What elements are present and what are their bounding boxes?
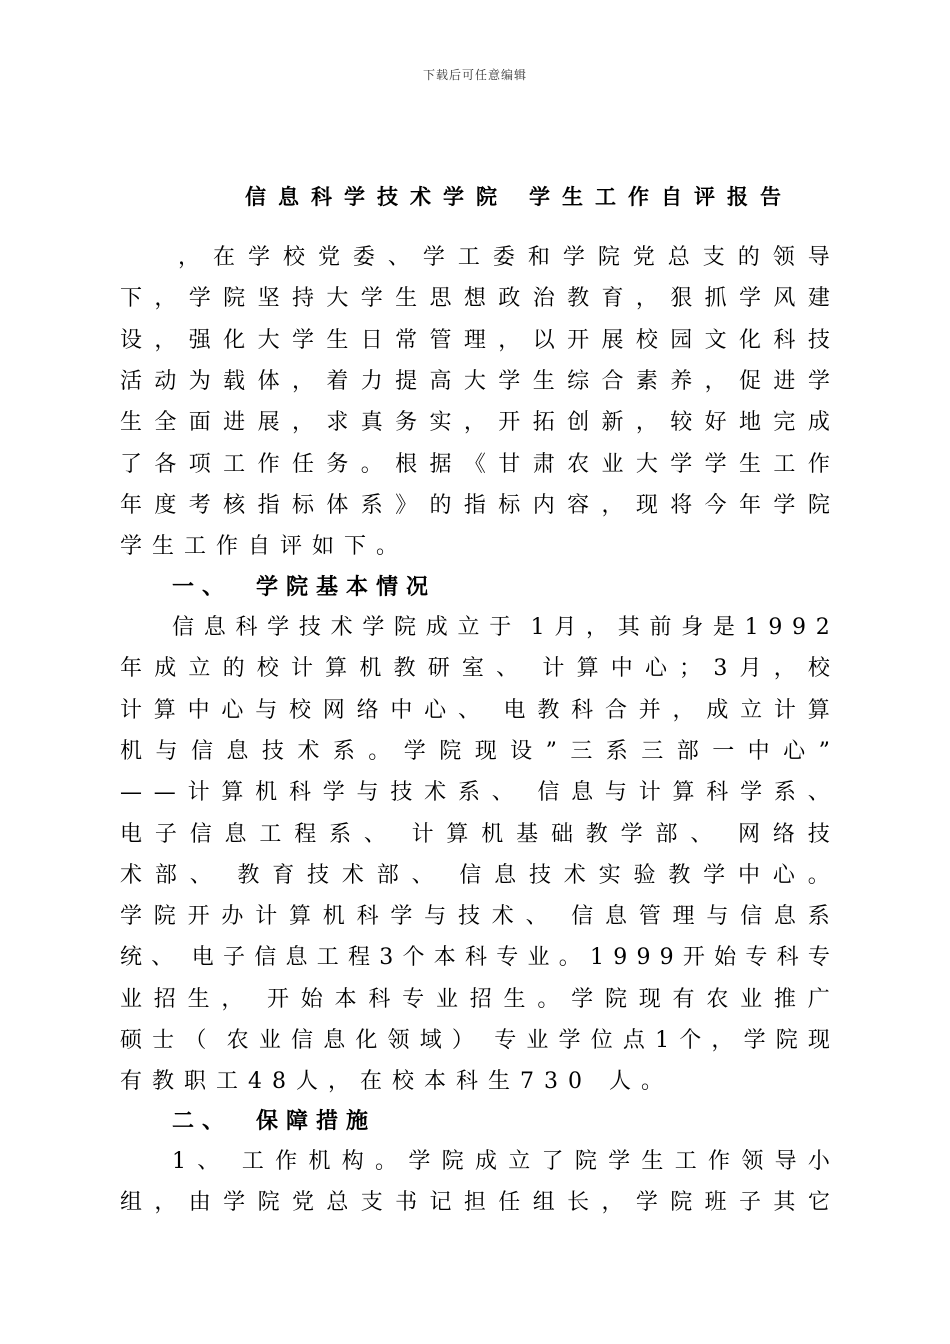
- paragraph-line: 年 成 立 的 校 计 算 机 教 研 室 、 计 算 中 心 ； 3 月 ， 校: [120, 656, 830, 682]
- section-heading-basic-info: [172, 573, 436, 603]
- section-title: 保障措施: [256, 1109, 377, 1134]
- paragraph-line: 生 全 面 进 展 ， 求 真 务 实 ， 开 拓 创 新 ， 较 好 地 完 成: [120, 410, 830, 436]
- document-title: [245, 181, 793, 211]
- paragraph-line: 信 息 科 学 技 术 学 院 成 立 于 1 月 ， 其 前 身 是 1 9 9 2: [172, 615, 830, 640]
- paragraph-line: 业 招 生 ， 开 始 本 科 专 业 招 生 。 学 院 现 有 农 业 推 广: [120, 986, 830, 1012]
- paragraph-line: 年 度 考 核 指 标 体 系 》 的 指 标 内 容 ， 现 将 今 年 学 院: [120, 492, 830, 518]
- section-number: 二、: [172, 1109, 233, 1134]
- section-number: 一、: [172, 575, 233, 600]
- paragraph-line: 学生工作自评如下。: [120, 534, 409, 560]
- paragraph-line: 有教职工48人，在校本科生730 人。: [120, 1069, 673, 1095]
- paragraph-line: 硕 士 （ 农 业 信 息 化 领 域 ） 专 业 学 位 点 1 个 ， 学 院 现: [120, 1028, 830, 1053]
- title-part-report: 学生工作自评报告: [529, 185, 793, 209]
- paragraph-line: 下 ， 学 院 坚 持 大 学 生 思 想 政 治 教 育 ， 狠 抓 学 风 建: [120, 286, 830, 312]
- paragraph-line: 术 部 、 教 育 技 术 部 、 信 息 技 术 实 验 教 学 中 心 。: [120, 862, 830, 888]
- paragraph-line: — — 计 算 机 科 学 与 技 术 系 、 信 息 与 计 算 科 学 系 、: [120, 780, 830, 806]
- paragraph-line: 设 ， 强 化 大 学 生 日 常 管 理 ， 以 开 展 校 园 文 化 科 技: [120, 327, 830, 353]
- paragraph-line: 计 算 中 心 与 校 网 络 中 心 、 电 教 科 合 并 ， 成 立 计 算: [120, 697, 830, 723]
- paragraph-line: 1 、 工 作 机 构 。 学 院 成 立 了 院 学 生 工 作 领 导 小: [172, 1149, 830, 1174]
- page-header-note: 下载后可任意编辑: [422, 68, 527, 82]
- paragraph-line: 学 院 开 办 计 算 机 科 学 与 技 术 、 信 息 管 理 与 信 息 系: [120, 904, 830, 930]
- paragraph-line: 活 动 为 载 体 ， 着 力 提 高 大 学 生 综 合 素 养 ， 促 进 学: [120, 368, 830, 394]
- paragraph-line: 机 与 信 息 技 术 系 。 学 院 现 设 ” 三 系 三 部 一 中 心 ”: [120, 738, 830, 764]
- paragraph-line: 了 各 项 工 作 任 务 。 根 据 《 甘 肃 农 业 大 学 学 生 工 作: [120, 451, 830, 477]
- title-part-college: 信息科学技术学院: [245, 185, 509, 209]
- paragraph-line: 组 ， 由 学 院 党 总 支 书 记 担 任 组 长 ， 学 院 班 子 其 它: [120, 1190, 830, 1216]
- section-title: 学院基本情况: [256, 575, 437, 600]
- paragraph-line: 统 、 电 子 信 息 工 程 3 个 本 科 专 业 。 1 9 9 9 开 始 专 科 专: [120, 945, 830, 971]
- section-heading-guarantee: [172, 1107, 376, 1137]
- paragraph-line: ， 在 学 校 党 委 、 学 工 委 和 学 院 党 总 支 的 领 导: [178, 245, 830, 270]
- paragraph-line: 电 子 信 息 工 程 系 、 计 算 机 基 础 教 学 部 、 网 络 技: [120, 821, 830, 847]
